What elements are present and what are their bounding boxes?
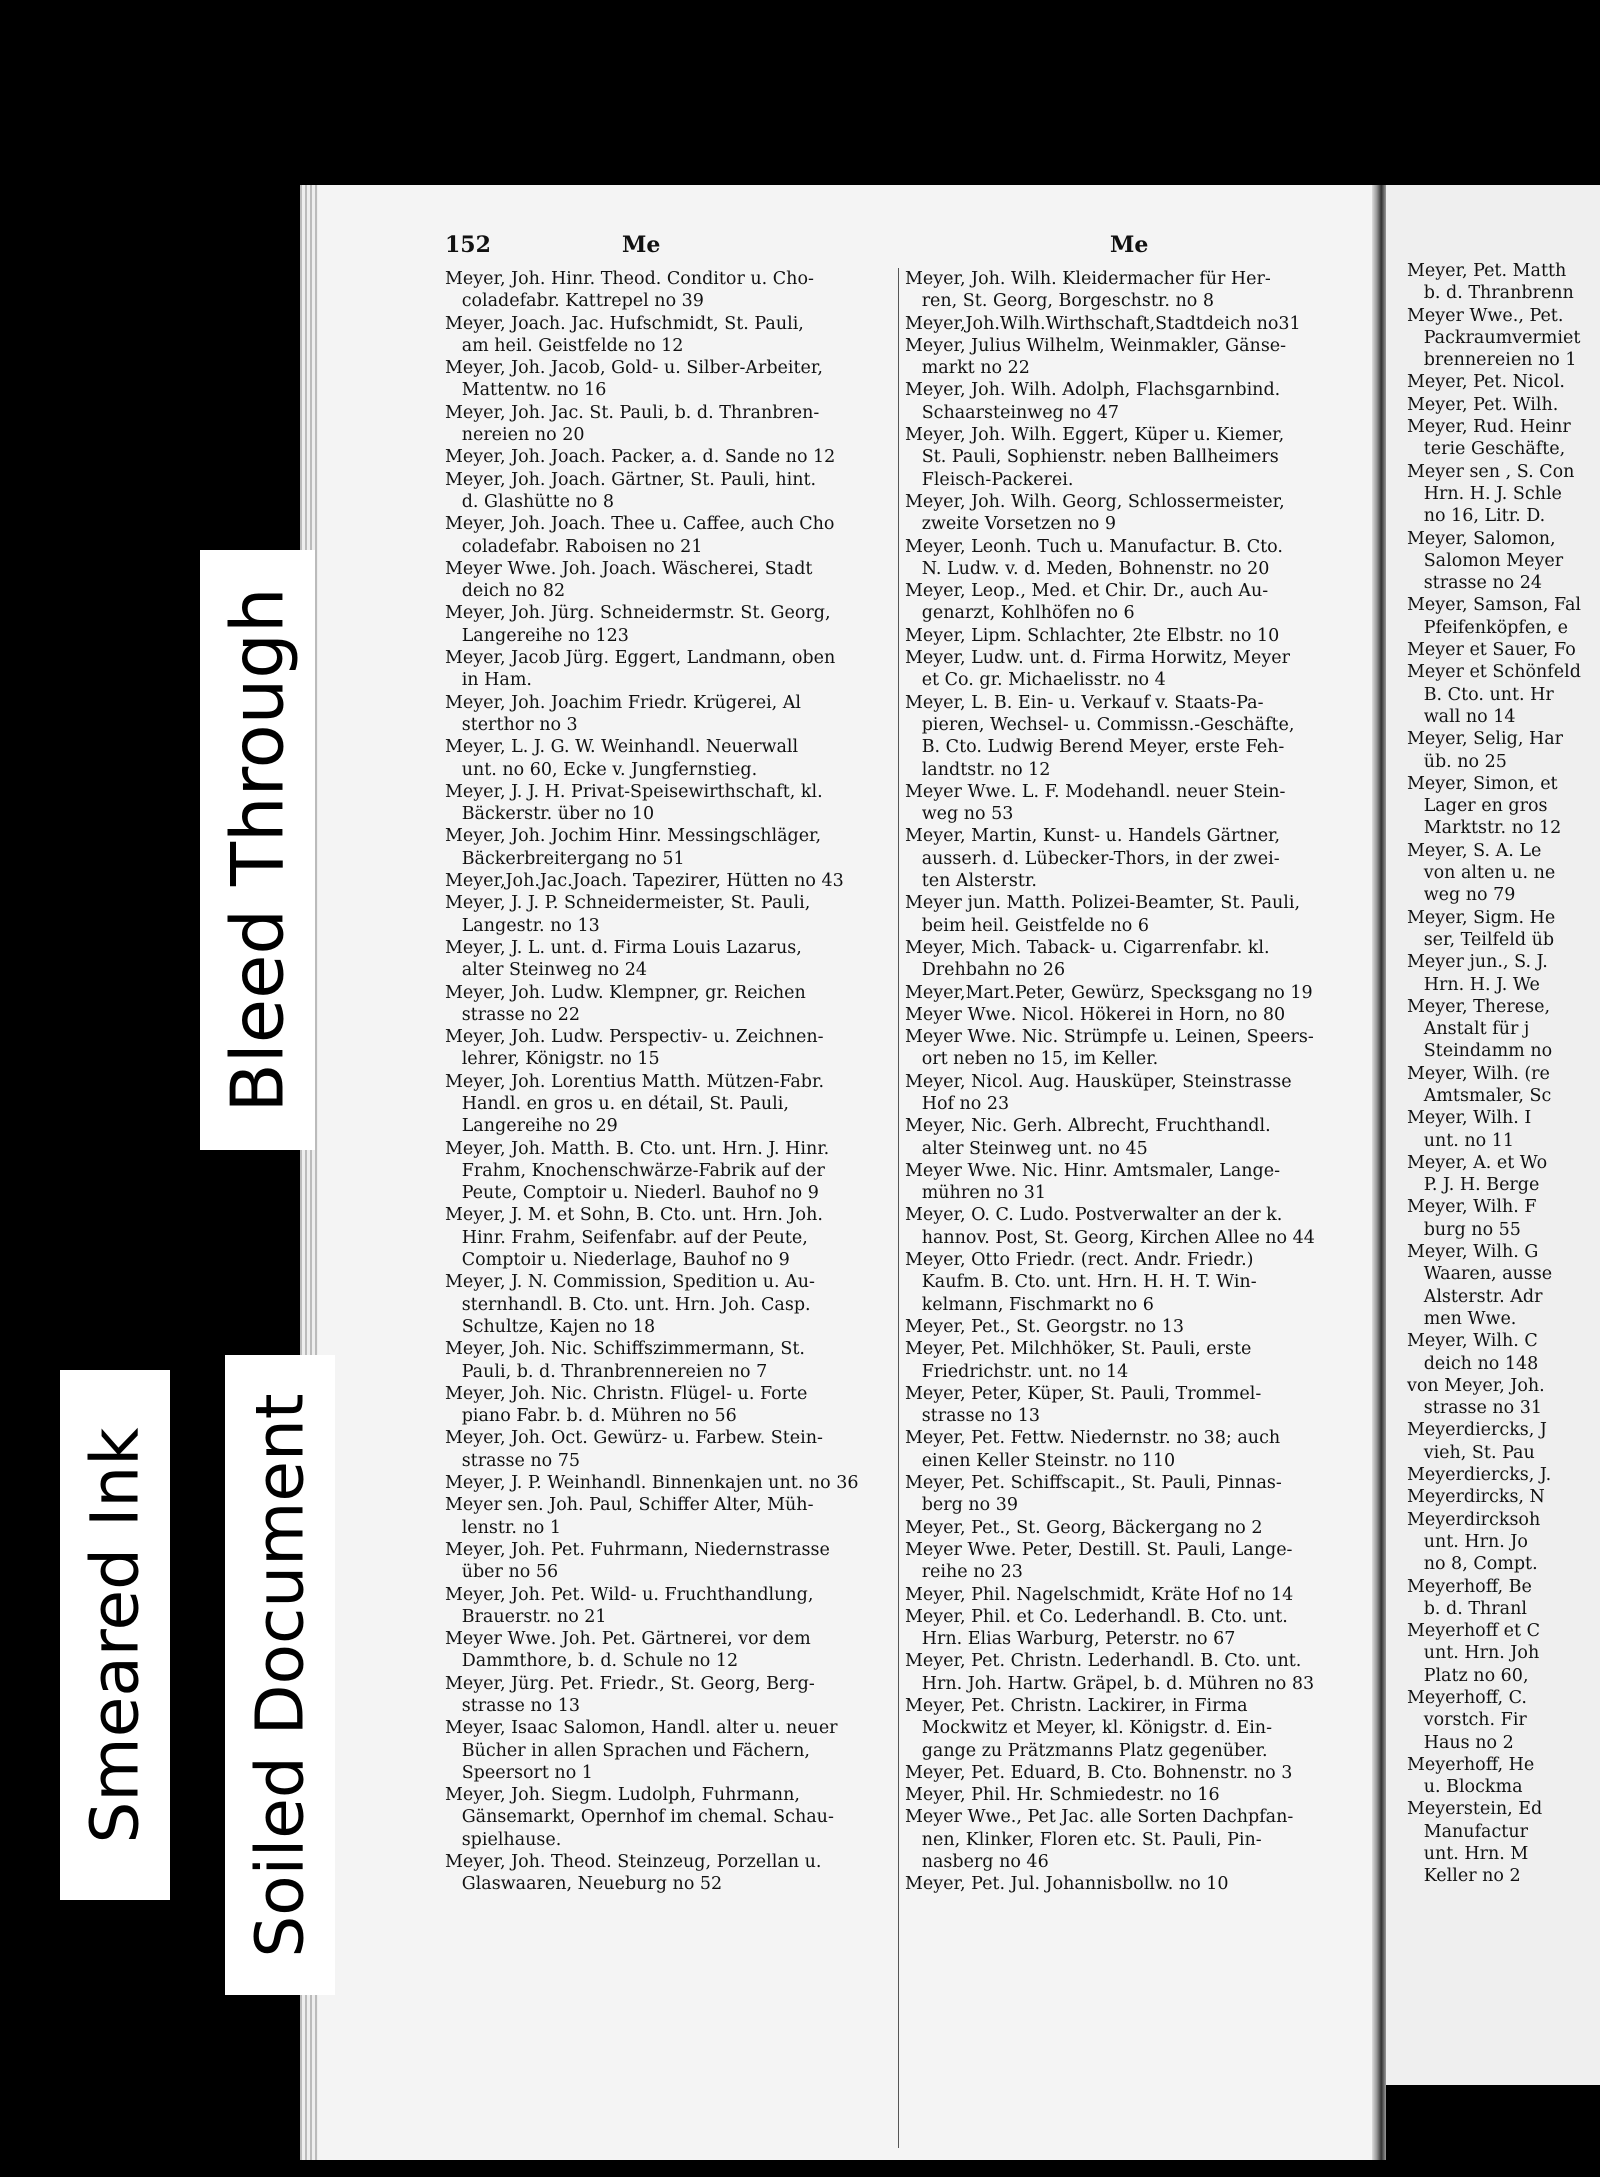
entry-line: B. Cto. Ludwig Berend Meyer, erste Feh- — [905, 737, 1285, 758]
entry-line: Meyer Wwe. Peter, Destill. St. Pauli, Lange- — [905, 1539, 1293, 1560]
entry-line: Meyer, Joh. Pet. Wild- u. Fruchthandlung, — [445, 1584, 814, 1605]
entry-line: ort neben no 15, im Keller. — [905, 1049, 1159, 1070]
entry-line: Hrn. Elias Warburg, Peterstr. no 67 — [905, 1629, 1236, 1650]
entry-line: Meyer sen. Joh. Paul, Schiffer Alter, Müh- — [445, 1495, 814, 1516]
entry-line: berg no 39 — [905, 1495, 1019, 1516]
entry-line: in Ham. — [445, 670, 532, 691]
entry-line: Alsterstr. Adr — [1407, 1286, 1543, 1307]
entry-line: weg no 79 — [1407, 885, 1516, 906]
entry-line: Meyer, Joh. Siegm. Ludolph, Fuhrmann, — [445, 1785, 800, 1806]
entry-line: Haus no 2 — [1407, 1732, 1514, 1753]
entry-line: Meyer, Joh. Joach. Thee u. Caffee, auch Cho — [445, 514, 835, 535]
page-number: 152 — [445, 232, 491, 258]
entry-line: einen Keller Steinstr. no 110 — [905, 1450, 1176, 1471]
entry-line: Meyer, Isaac Salomon, Handl. alter u. neuer — [445, 1718, 838, 1739]
column-middle — [905, 268, 1315, 1896]
entry-line: Meyer, J. L. unt. d. Firma Louis Lazarus, — [445, 937, 802, 958]
entry-line: von Meyer, Joh. — [1407, 1375, 1545, 1396]
entry-line: Meyer, Wilh. (re — [1407, 1063, 1550, 1084]
entry-line: Meyer, Joh. Nic. Christn. Flügel- u. Forte — [445, 1383, 808, 1404]
entry-line: deich no 148 — [1407, 1353, 1539, 1374]
entry-line: Meyer, Joh. Theod. Steinzeug, Porzellan u. — [445, 1852, 822, 1873]
entry-line: Meyer, Joh. Oct. Gewürz- u. Farbew. Stein- — [445, 1428, 823, 1449]
entry-line: Meyer Wwe., Pet Jac. alle Sorten Dachpfan- — [905, 1807, 1294, 1828]
entry-line: Glaswaaren, Neueburg no 52 — [445, 1874, 723, 1895]
entry-line: Meyer, Selig, Har — [1407, 729, 1564, 750]
entry-line: sternhandl. B. Cto. unt. Hrn. Joh. Casp. — [445, 1294, 811, 1315]
entry-line: Meyer, Leop., Med. et Chir. Dr., auch Au- — [905, 581, 1269, 602]
entry-line: Meyer, Wilh. F — [1407, 1197, 1537, 1218]
entry-line: Speersort no 1 — [445, 1762, 593, 1783]
entry-line: Meyer, Rud. Heinr — [1407, 417, 1571, 438]
entry-line: ausserh. d. Lübecker-Thors, in der zwei- — [905, 848, 1280, 869]
entry-line: b. d. Thranl — [1407, 1598, 1527, 1619]
entry-line: Schultze, Kajen no 18 — [445, 1316, 656, 1337]
bleed-through-label: Bleed Through — [200, 550, 315, 1150]
entry-line: Meyer Wwe. Nicol. Hökerei in Horn, no 80 — [905, 1004, 1286, 1025]
entry-line: Drehbahn no 26 — [905, 960, 1066, 981]
entry-line: spielhause. — [445, 1829, 562, 1850]
entry-line: Marktstr. no 12 — [1407, 818, 1562, 839]
entry-line: et Co. gr. Michaelisstr. no 4 — [905, 670, 1166, 691]
entry-line: Meyerhoff, Be — [1407, 1576, 1532, 1597]
entry-line: Meyer, Salomon, — [1407, 528, 1556, 549]
entry-line: Meyer, Julius Wilhelm, Weinmakler, Gänse- — [905, 335, 1287, 356]
entry-line: Meyer, Joh. Jac. St. Pauli, b. d. Thranbren- — [445, 402, 820, 423]
entry-line: Anstalt für j — [1407, 1019, 1530, 1040]
entry-line: Meyer, Wilh. C — [1407, 1331, 1538, 1352]
entry-line: alter Steinweg no 24 — [445, 960, 648, 981]
entry-line: Meyer, Joh. Matth. B. Cto. unt. Hrn. J. Hinr. — [445, 1138, 830, 1159]
column-right-page — [1407, 260, 1581, 1888]
entry-line: N. Ludw. v. d. Meden, Bohnenstr. no 20 — [905, 558, 1270, 579]
smeared-ink-label: Smeared Ink — [60, 1370, 170, 1900]
entry-line: Meyer, Martin, Kunst- u. Handels Gärtner, — [905, 826, 1281, 847]
entry-line: Meyerstein, Ed — [1407, 1799, 1543, 1820]
entry-line: nasberg no 46 — [905, 1852, 1049, 1873]
entry-line: Meyer Wwe., Pet. — [1407, 305, 1564, 326]
entry-line: Hinr. Frahm, Seifenfabr. auf der Peute, — [445, 1227, 808, 1248]
entry-line: alter Steinweg unt. no 45 — [905, 1138, 1148, 1159]
entry-line: von alten u. ne — [1407, 863, 1556, 884]
entry-line: Langereihe no 123 — [445, 625, 629, 646]
entry-line: Meyer, Leonh. Tuch u. Manufactur. B. Cto. — [905, 536, 1283, 557]
entry-line: Hrn. H. J. We — [1407, 974, 1540, 995]
entry-line: Meyer, Pet. Fettw. Niedernstr. no 38; auch — [905, 1428, 1281, 1449]
entry-line: strasse no 24 — [1407, 573, 1543, 594]
entry-line: Meyer et Schönfeld — [1407, 662, 1581, 683]
entry-line: strasse no 31 — [1407, 1398, 1543, 1419]
entry-line: Meyer, Pet. Nicol. — [1407, 372, 1565, 393]
entry-line: reihe no 23 — [905, 1562, 1023, 1583]
entry-line: Meyer, Pet. Wilh. — [1407, 394, 1559, 415]
entry-line: Schaarsteinweg no 47 — [905, 402, 1119, 423]
entry-line: B. Cto. unt. Hr — [1407, 684, 1554, 705]
entry-line: markt no 22 — [905, 358, 1030, 379]
entry-line: Meyer, Pet. Eduard, B. Cto. Bohnenstr. no 3 — [905, 1762, 1293, 1783]
entry-line: Meyer, Pet. Milchhöker, St. Pauli, erste — [905, 1339, 1252, 1360]
entry-line: Pfeifenköpfen, e — [1407, 617, 1568, 638]
entry-line: deich no 82 — [445, 581, 566, 602]
entry-line: lenstr. no 1 — [445, 1517, 561, 1538]
entry-line: P. J. H. Berge — [1407, 1175, 1540, 1196]
entry-line: Meyer, Simon, et — [1407, 773, 1558, 794]
entry-line: coladefabr. Kattrepel no 39 — [445, 291, 704, 312]
entry-line: Meyer, J. J. H. Privat-Speisewirthschaft, kl. — [445, 781, 823, 802]
entry-line: Meyer, Pet., St. Georg, Bäckergang no 2 — [905, 1517, 1263, 1538]
entry-line: Handl. en gros u. en détail, St. Pauli, — [445, 1093, 789, 1114]
entry-line: Bäckerstr. über no 10 — [445, 804, 655, 825]
entry-line: Meyer, Joh. Wilh. Eggert, Küper u. Kiemer, — [905, 425, 1285, 446]
entry-line: Meyer, Samson, Fal — [1407, 595, 1582, 616]
entry-line: Meyer, J. P. Weinhandl. Binnenkajen unt. no 36 — [445, 1473, 859, 1494]
entry-line: wall no 14 — [1407, 706, 1516, 727]
entry-line: men Wwe. — [1407, 1308, 1517, 1329]
entry-line: Meyer, Ludw. unt. d. Firma Horwitz, Meyer — [905, 648, 1290, 669]
entry-line: Steindamm no — [1407, 1041, 1553, 1062]
entry-line: genarzt, Kohlhöfen no 6 — [905, 603, 1135, 624]
entry-line: d. Glashütte no 8 — [445, 491, 615, 512]
entry-line: gange zu Prätzmanns Platz gegenüber. — [905, 1740, 1268, 1761]
entry-line: Meyer Wwe. Joh. Pet. Gärtnerei, vor dem — [445, 1629, 811, 1650]
left-header: Me — [622, 232, 661, 258]
entry-line: Meyer Wwe. Joh. Joach. Wäscherei, Stadt — [445, 558, 813, 579]
entry-line: Bücher in allen Sprachen und Fächern, — [445, 1740, 810, 1761]
entry-line: ten Alsterstr. — [905, 871, 1037, 892]
entry-line: Meyer, Nicol. Aug. Hausküper, Steinstrasse — [905, 1071, 1292, 1092]
entry-line: Meyer, Joh. Pet. Fuhrmann, Niedernstrasse — [445, 1539, 830, 1560]
entry-line: Meyer, Pet., St. Georgstr. no 13 — [905, 1316, 1184, 1337]
entry-line: lehrer, Königstr. no 15 — [445, 1049, 660, 1070]
entry-line: beim heil. Geistfelde no 6 — [905, 915, 1149, 936]
right-header: Me — [1110, 232, 1149, 258]
entry-line: Peute, Comptoir u. Niederl. Bauhof no 9 — [445, 1183, 819, 1204]
entry-line: vieh, St. Pau — [1407, 1442, 1535, 1463]
entry-line: b. d. Thranbrenn — [1407, 283, 1574, 304]
entry-line: Meyer, Joh. Wilh. Georg, Schlossermeister, — [905, 491, 1285, 512]
entry-line: burg no 55 — [1407, 1219, 1521, 1240]
entry-line: Meyer, Mich. Taback- u. Cigarrenfabr. kl. — [905, 937, 1270, 958]
entry-line: Meyer, Joh. Jürg. Schneidermstr. St. Georg, — [445, 603, 831, 624]
entry-line: Meyer, Joh. Joach. Gärtner, St. Pauli, hint. — [445, 469, 817, 490]
entry-line: Waaren, ausse — [1407, 1264, 1553, 1285]
entry-line: Meyer, Jürg. Pet. Friedr., St. Georg, Berg- — [445, 1673, 815, 1694]
entry-line: Hof no 23 — [905, 1093, 1010, 1114]
entry-line: Meyer, Joh. Jochim Hinr. Messingschläger, — [445, 826, 822, 847]
entry-line: Meyer, J. N. Commission, Spedition u. Au- — [445, 1272, 815, 1293]
entry-line: Meyer, J. J. P. Schneidermeister, St. Pauli, — [445, 893, 811, 914]
entry-line: strasse no 22 — [445, 1004, 581, 1025]
scan-background — [1420, 0, 1485, 175]
entry-line: Packraumvermiet — [1407, 327, 1581, 348]
entry-line: Meyer, J. M. et Sohn, B. Cto. unt. Hrn. Joh. — [445, 1205, 823, 1226]
entry-line: Meyer, Pet. Matth — [1407, 261, 1567, 281]
entry-line: unt. no 11 — [1407, 1130, 1515, 1151]
entry-line: Meyer, Joh. Joach. Packer, a. d. Sande no 12 — [445, 447, 836, 468]
entry-line: Meyerdircksoh — [1407, 1509, 1541, 1530]
entry-line: Kaufm. B. Cto. unt. Hrn. H. H. T. Win- — [905, 1272, 1257, 1293]
entry-line: Meyer, Joh. Jacob, Gold- u. Silber-Arbeiter, — [445, 358, 823, 379]
entry-line: Mockwitz et Meyer, kl. Königstr. d. Ein- — [905, 1718, 1272, 1739]
entry-line: Meyerdiercks, J. — [1407, 1465, 1552, 1486]
entry-line: Meyerhoff, He — [1407, 1754, 1535, 1775]
entry-line: coladefabr. Raboisen no 21 — [445, 536, 703, 557]
entry-line: Meyer,Joh.Wilh.Wirthschaft,Stadtdeich no31 — [905, 313, 1301, 334]
entry-line: Meyer, Phil. Hr. Schmiedestr. no 16 — [905, 1785, 1220, 1806]
entry-line: Meyer, Joh. Joachim Friedr. Krügerei, Al — [445, 692, 802, 713]
entry-line: unt. Hrn. M — [1407, 1844, 1529, 1865]
entry-line: Meyer, Pet. Jul. Johannisbollw. no 10 — [905, 1874, 1229, 1895]
entry-line: Bäckerbreitergang no 51 — [445, 848, 685, 869]
entry-line: Salomon Meyer — [1407, 550, 1564, 571]
entry-line: Fleisch-Packerei. — [905, 469, 1074, 490]
entry-line: Meyer, Joh. Wilh. Kleidermacher für Her- — [905, 269, 1271, 289]
entry-line: Dammthore, b. d. Schule no 12 — [445, 1651, 739, 1672]
entry-line: vorstch. Fir — [1407, 1710, 1527, 1731]
entry-line: Meyer, Joh. Hinr. Theod. Conditor u. Cho- — [445, 269, 814, 289]
column-divider — [898, 268, 899, 2148]
entry-line: Meyer,Mart.Peter, Gewürz, Specksgang no 19 — [905, 982, 1313, 1003]
entry-line: Meyer, Sigm. He — [1407, 907, 1556, 928]
entry-line: ser, Teilfeld üb — [1407, 929, 1555, 950]
entry-line: Meyer, Therese, — [1407, 996, 1551, 1017]
entry-line: Meyer, O. C. Ludo. Postverwalter an der k. — [905, 1205, 1283, 1226]
entry-line: strasse no 75 — [445, 1450, 581, 1471]
entry-line: strasse no 13 — [445, 1696, 581, 1716]
entry-line: weg no 53 — [905, 804, 1014, 825]
entry-line: St. Pauli, Sophienstr. neben Ballheimers — [905, 447, 1279, 468]
entry-line: Meyer jun. Matth. Polizei-Beamter, St. Pauli, — [905, 893, 1301, 914]
entry-line: Pauli, b. d. Thranbrennereien no 7 — [445, 1361, 768, 1382]
entry-line: Meyer, Pet. Christn. Lederhandl. B. Cto. unt. — [905, 1651, 1302, 1672]
entry-line: unt. no 60, Ecke v. Jungfernstieg. — [445, 759, 758, 780]
entry-line: pieren, Wechsel- u. Commissn.-Geschäfte, — [905, 714, 1295, 735]
entry-line: Meyer, Joh. Lorentius Matth. Mützen-Fabr. — [445, 1071, 825, 1092]
entry-line: Meyer jun., S. J. — [1407, 952, 1548, 973]
entry-line: Meyer, Pet. Schiffscapit., St. Pauli, Pinnas- — [905, 1473, 1282, 1494]
entry-line: Meyer, S. A. Le — [1407, 840, 1542, 861]
entry-line: terie Geschäfte, — [1407, 439, 1566, 460]
entry-line: piano Fabr. b. d. Mühren no 56 — [445, 1406, 737, 1427]
entry-line: Meyer, Phil. Nagelschmidt, Kräte Hof no 14 — [905, 1584, 1294, 1605]
entry-line: Meyer, Pet. Christn. Lackirer, in Firma — [905, 1696, 1248, 1716]
entry-line: mühren no 31 — [905, 1183, 1047, 1204]
entry-line: am heil. Geistfelde no 12 — [445, 335, 684, 356]
entry-line: nereien no 20 — [445, 425, 585, 446]
entry-line: zweite Vorsetzen no 9 — [905, 514, 1117, 535]
entry-line: Lager en gros — [1407, 796, 1548, 817]
entry-line: Meyer, Peter, Küper, St. Pauli, Trommel- — [905, 1383, 1262, 1404]
entry-line: u. Blockma — [1407, 1777, 1523, 1798]
entry-line: Langereihe no 29 — [445, 1116, 618, 1137]
entry-line: Meyer, Jacob Jürg. Eggert, Landmann, oben — [445, 648, 836, 669]
entry-line: Meyerhoff et C — [1407, 1621, 1541, 1642]
entry-line: Meyer, Lipm. Schlachter, 2te Elbstr. no 10 — [905, 625, 1280, 646]
entry-line: Meyer, L. B. Ein- u. Verkauf v. Staats-Pa- — [905, 692, 1264, 713]
entry-line: brennereien no 1 — [1407, 350, 1577, 371]
entry-line: Meyer, Otto Friedr. (rect. Andr. Friedr.) — [905, 1250, 1254, 1271]
entry-line: Langestr. no 13 — [445, 915, 600, 936]
column-left — [445, 268, 859, 1896]
entry-line: Gänsemarkt, Opernhof im chemal. Schau- — [445, 1807, 834, 1828]
entry-line: Meyer, L. J. G. W. Weinhandl. Neuerwall — [445, 737, 799, 758]
entry-line: Meyer, Phil. et Co. Lederhandl. B. Cto. unt. — [905, 1606, 1288, 1627]
entry-line: unt. Hrn. Jo — [1407, 1531, 1528, 1552]
entry-line: Amtsmaler, Sc — [1407, 1085, 1552, 1106]
entry-line: Meyerdircks, N — [1407, 1487, 1545, 1508]
entry-line: Meyer, Wilh. I — [1407, 1108, 1532, 1129]
entry-line: Meyer sen , S. Con — [1407, 461, 1575, 482]
entry-line: nen, Klinker, Floren etc. St. Pauli, Pin- — [905, 1829, 1262, 1850]
entry-line: üb. no 25 — [1407, 751, 1507, 772]
entry-line: über no 56 — [445, 1562, 559, 1583]
entry-line: Mattentw. no 16 — [445, 380, 607, 401]
entry-line: Manufactur — [1407, 1821, 1528, 1842]
entry-line: Frahm, Knochenschwärze-Fabrik auf der — [445, 1160, 825, 1181]
entry-line: Meyer, Joh. Ludw. Perspectiv- u. Zeichnen- — [445, 1027, 824, 1048]
entry-line: Hrn. H. J. Schle — [1407, 483, 1562, 504]
book-gutter — [1372, 185, 1386, 2160]
entry-line: Meyer, Joh. Ludw. Klempner, gr. Reichen — [445, 982, 806, 1003]
entry-line: no 16, Litr. D. — [1407, 506, 1546, 527]
entry-line: ren, St. Georg, Borgeschstr. no 8 — [905, 291, 1214, 312]
entry-line: Meyer, Wilh. G — [1407, 1242, 1539, 1263]
entry-line: Meyer, Joh. Wilh. Adolph, Flachsgarnbind. — [905, 380, 1281, 401]
entry-line: Meyer Wwe. Nic. Hinr. Amtsmaler, Lange- — [905, 1160, 1281, 1181]
soiled-document-label: Soiled Document — [225, 1355, 335, 1995]
entry-line: kelmann, Fischmarkt no 6 — [905, 1294, 1154, 1315]
entry-line: Meyer Wwe. Nic. Strümpfe u. Leinen, Speers- — [905, 1027, 1314, 1048]
entry-line: Meyer et Sauer, Fo — [1407, 640, 1576, 661]
entry-line: Meyerdiercks, J — [1407, 1420, 1547, 1441]
entry-line: Keller no 2 — [1407, 1866, 1521, 1887]
entry-line: Comptoir u. Niederlage, Bauhof no 9 — [445, 1250, 790, 1271]
entry-line: Meyer, Joh. Nic. Schiffszimmermann, St. — [445, 1339, 805, 1360]
entry-line: Meyer, A. et Wo — [1407, 1152, 1548, 1173]
entry-line: Meyer, Joach. Jac. Hufschmidt, St. Pauli, — [445, 313, 804, 334]
entry-line: Meyer, Nic. Gerh. Albrecht, Fruchthandl. — [905, 1116, 1271, 1137]
entry-line: sterthor no 3 — [445, 714, 578, 735]
entry-line: Meyer,Joh.Jac.Joach. Tapezirer, Hütten no 43 — [445, 871, 844, 892]
entry-line: unt. Hrn. Joh — [1407, 1643, 1540, 1664]
entry-line: no 8, Compt. — [1407, 1554, 1538, 1575]
entry-line: Meyerhoff, C. — [1407, 1688, 1527, 1708]
entry-line: Hrn. Joh. Hartw. Gräpel, b. d. Mühren no 83 — [905, 1673, 1315, 1694]
entry-line: Friedrichstr. unt. no 14 — [905, 1361, 1129, 1382]
entry-line: hannov. Post, St. Georg, Kirchen Allee no 44 — [905, 1227, 1315, 1248]
entry-line: Meyer Wwe. L. F. Modehandl. neuer Stein- — [905, 781, 1286, 802]
entry-line: strasse no 13 — [905, 1406, 1041, 1427]
entry-line: Platz no 60, — [1407, 1665, 1529, 1686]
entry-line: Brauerstr. no 21 — [445, 1606, 607, 1627]
scan-background — [330, 0, 378, 175]
entry-line: landtstr. no 12 — [905, 759, 1051, 780]
